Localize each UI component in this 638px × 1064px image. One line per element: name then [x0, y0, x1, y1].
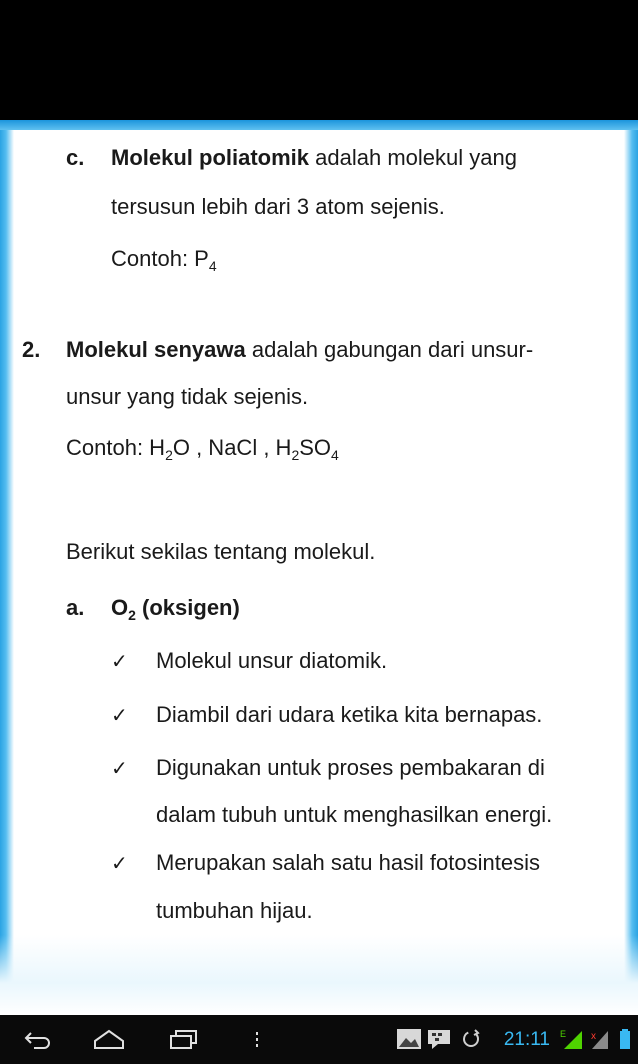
bullet-3-line2: dalam tubuh untuk menghasilkan energi.: [156, 802, 553, 827]
bullet-4-line2: tumbuhan hijau.: [156, 898, 313, 923]
slide-bottom-fade: [0, 935, 638, 1015]
item-a-marker: a.: [66, 595, 85, 620]
item-c-text1: adalah molekul yang: [309, 145, 517, 170]
bullet-1: Molekul unsur diatomik.: [156, 648, 388, 673]
gallery-notification-icon[interactable]: [396, 1027, 422, 1051]
item-2-marker: 2.: [22, 337, 41, 362]
clock: 21:11: [503, 1029, 550, 1050]
system-bar: [0, 1015, 638, 1064]
signal-icon: [560, 1027, 586, 1051]
item-c-line1: [111, 144, 517, 172]
item-c-example-sub: 4: [208, 258, 217, 274]
item-c-line2: tersusun lebih dari 3 atom sejenis.: [111, 194, 445, 219]
battery-icon: [618, 1027, 632, 1051]
item-a-title-pre: O: [111, 595, 129, 620]
item-2-ex2-mid: SO: [299, 435, 332, 460]
item-c-marker: c.: [66, 145, 85, 170]
item-2-line2: unsur yang tidak sejenis.: [66, 384, 309, 409]
sync-icon: [460, 1027, 482, 1051]
item-2-example: [66, 434, 339, 462]
menu-icon[interactable]: [252, 1027, 262, 1051]
intro-text: Berikut sekilas tentang molekul.: [66, 539, 376, 564]
item-2-ex2-sub2: 4: [331, 447, 339, 463]
item-a-title: [111, 594, 240, 622]
item-2-line1: [66, 336, 533, 364]
slide-content: [0, 120, 638, 1015]
check-icon: ✓: [111, 756, 128, 780]
item-2-ex1-sub: 2: [165, 447, 173, 463]
item-c-example-label: Contoh: P: [111, 246, 209, 271]
bullet-4-line1: Merupakan salah satu hasil fotosintesis: [156, 850, 540, 875]
signal-label: E: [560, 1029, 567, 1039]
item-2-ex2-sub: 2: [291, 447, 300, 463]
item-a-title-sub: 2: [128, 607, 136, 623]
item-a-title-rest: (oksigen): [135, 595, 240, 620]
item-2-example-prefix: Contoh: H: [66, 435, 166, 460]
check-icon: ✓: [111, 649, 128, 673]
item-2-text1: adalah gabungan dari unsur-: [245, 337, 534, 362]
item-c-example: [111, 245, 217, 273]
check-icon: ✓: [111, 851, 128, 875]
bullet-3-line1: Digunakan untuk proses pembakaran di: [156, 755, 545, 780]
item-2-ex1-rest: O , NaCl , H: [172, 435, 292, 460]
check-icon: ✓: [111, 703, 128, 727]
bbm-notification-icon[interactable]: [426, 1027, 452, 1051]
slide-top-band: [0, 120, 638, 130]
bullet-2: Diambil dari udara ketika kita bernapas.: [156, 702, 543, 727]
svg-text:x: x: [591, 1031, 596, 1042]
top-black-area: [0, 0, 638, 120]
recents-icon[interactable]: [168, 1027, 200, 1051]
signal-icon: [590, 1027, 610, 1051]
item-2-term: Molekul senyawa: [66, 337, 246, 362]
back-icon[interactable]: [22, 1027, 54, 1051]
item-c-term: Molekul poliatomik: [111, 145, 310, 170]
home-icon[interactable]: [92, 1027, 126, 1051]
